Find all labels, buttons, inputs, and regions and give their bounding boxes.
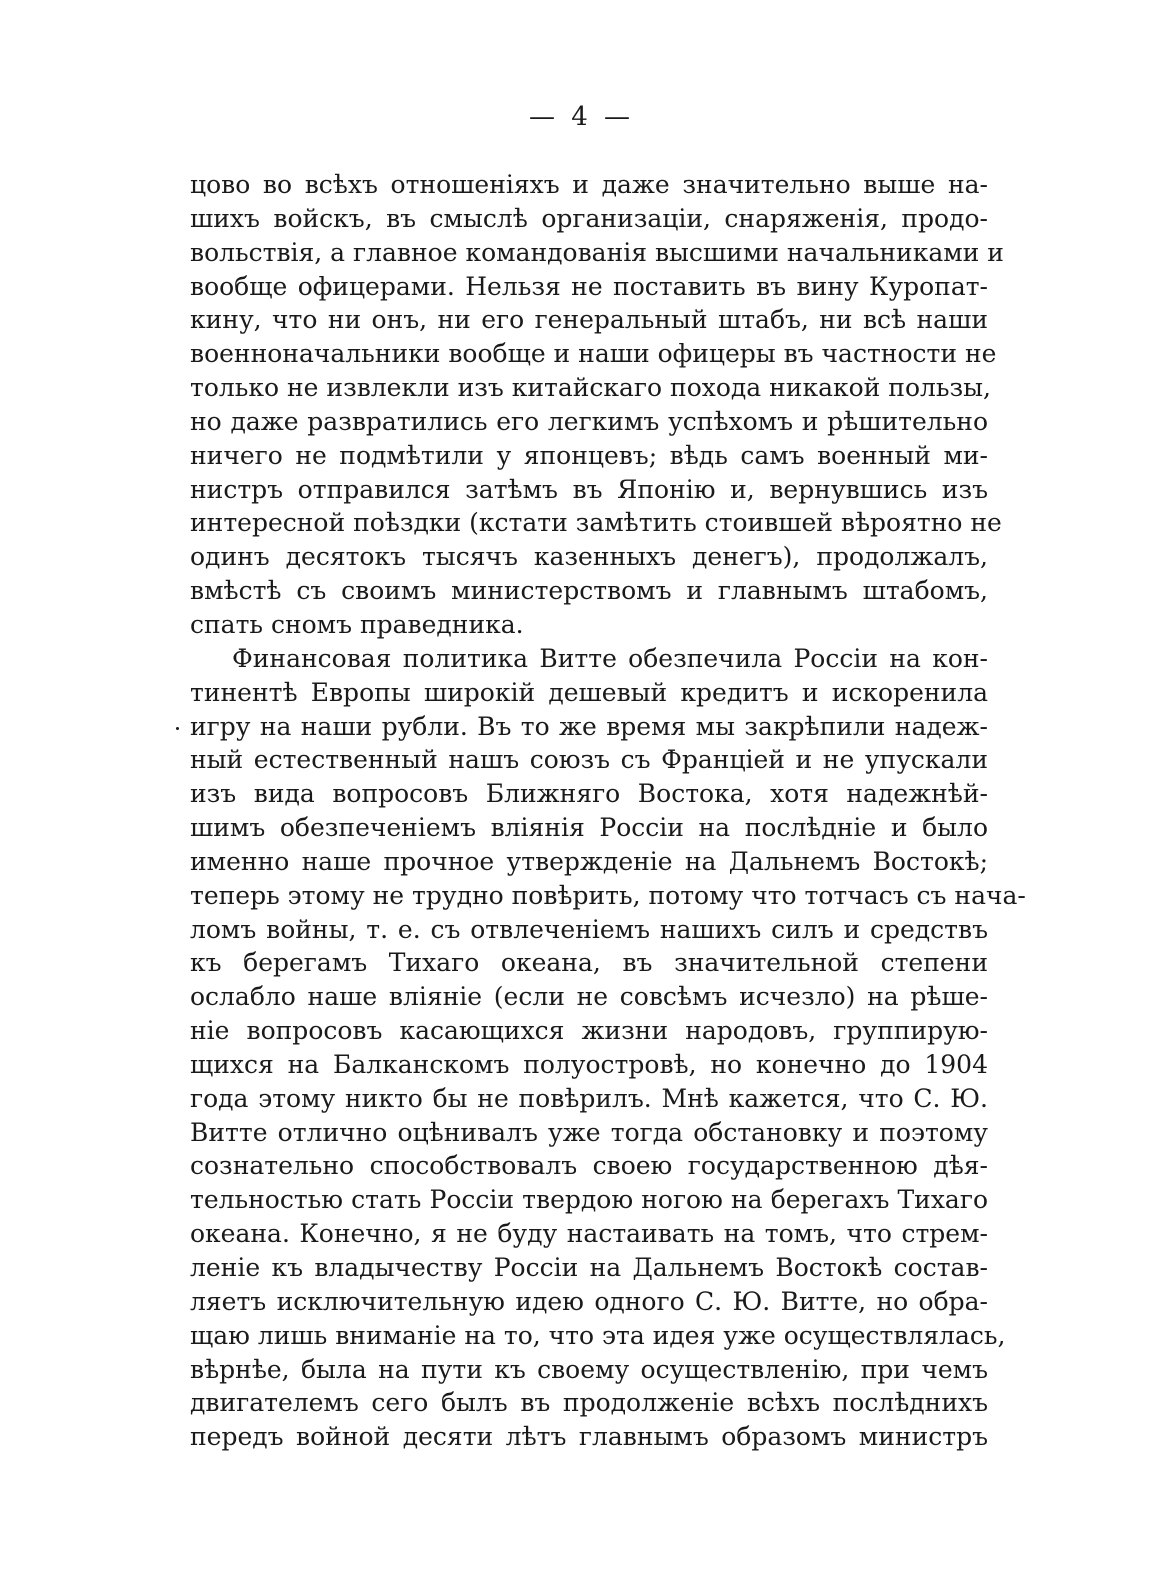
- page-number: — 4 —: [528, 102, 635, 132]
- text-line: шихъ войскъ, въ смыслѣ организаціи, снаряженія, продо-: [190, 203, 988, 233]
- text-line: шимъ обезпеченіемъ вліянія Россіи на послѣдніе и было: [190, 813, 988, 843]
- text-line: передъ войной десяти лѣтъ главнымъ образомъ министръ: [190, 1422, 988, 1452]
- text-line: цово во всѣхъ отношеніяхъ и даже значительно выше на-: [190, 170, 988, 199]
- text-line: ослабло наше вліяніе (если не совсѣмъ исчезло) на рѣше-: [190, 982, 988, 1012]
- text-line: года этому никто бы не повѣрилъ. Мнѣ кажется, что С. Ю.: [190, 1083, 988, 1113]
- text-line: интересной поѣздки (кстати замѣтить стоившей вѣроятно не: [190, 508, 1002, 538]
- text-line: къ берегамъ Тихаго океана, въ значительной степени: [190, 948, 988, 978]
- text-line: ломъ войны, т. е. съ отвлеченіемъ нашихъ силъ и средствъ: [190, 914, 988, 944]
- body-text: [190, 168, 1026, 1454]
- text-line: тинентѣ Европы широкій дешевый кредитъ и искоренила: [190, 677, 988, 707]
- text-line: ничего не подмѣтили у японцевъ; вѣдь самъ военный ми-: [190, 440, 988, 470]
- text-line: спать сномъ праведника.: [190, 609, 524, 639]
- text-line: именно наше прочное утвержденіе на Дальнемъ Востокѣ;: [190, 846, 988, 876]
- text-line: нистръ отправился затѣмъ въ Японію и, вернувшись изъ: [190, 474, 988, 504]
- text-line: ніе вопросовъ касающихся жизни народовъ, группирую-: [190, 1016, 988, 1046]
- text-line: военноначальники вообще и наши офицеры въ частности не: [190, 339, 997, 369]
- text-line: но даже развратились его легкимъ успѣхомъ и рѣшительно: [190, 406, 988, 436]
- text-line: вообще офицерами. Нельзя не поставить въ вину Куропат-: [190, 271, 988, 301]
- text-line: леніе къ владычеству Россіи на Дальнемъ Востокѣ состав-: [190, 1253, 988, 1282]
- text-line: сознательно способствовалъ своею государственною дѣя-: [190, 1151, 988, 1181]
- text-line: вольствія, а главное командованія высшими начальниками и: [190, 237, 1004, 267]
- text-line: изъ вида вопросовъ Ближняго Востока, хотя надежнѣй-: [190, 779, 988, 809]
- text-line: щаю лишь вниманіе на то, что эта идея уже осуществлялась,: [190, 1320, 1006, 1350]
- text-line: только не извлекли изъ китайскаго похода никакой пользы,: [190, 373, 991, 403]
- text-line: игру на наши рубли. Въ то же время мы закрѣпили надеж-: [190, 711, 988, 741]
- text-line: вѣрнѣе, была на пути къ своему осуществленію, при чемъ: [190, 1354, 988, 1384]
- text-line: одинъ десятокъ тысячъ казенныхъ денегъ), продолжалъ,: [190, 542, 988, 572]
- margin-mark: [176, 727, 179, 730]
- text-line: океана. Конечно, я не буду настаивать на томъ, что стрем-: [190, 1219, 988, 1249]
- text-line: ляетъ исключительную идею одного С. Ю. Витте, но обра-: [190, 1286, 988, 1316]
- text-line: щихся на Балканскомъ полуостровѣ, но конечно до 1904: [190, 1049, 988, 1079]
- text-line: вмѣстѣ съ своимъ министерствомъ и главнымъ штабомъ,: [190, 576, 988, 606]
- text-line: кину, что ни онъ, ни его генеральный штабъ, ни всѣ наши: [190, 305, 988, 335]
- text-line: ный естественный нашъ союзъ съ Франціей и не упускали: [190, 745, 988, 775]
- text-line: Витте отлично оцѣнивалъ уже тогда обстановку и поэтому: [190, 1117, 988, 1147]
- text-line: теперь этому не трудно повѣрить, потому что тотчасъ съ нача-: [190, 880, 1026, 910]
- text-line: двигателемъ сего былъ въ продолженіе всѣхъ послѣднихъ: [190, 1388, 988, 1418]
- text-line: тельностью стать Россіи твердою ногою на берегахъ Тихаго: [190, 1185, 988, 1215]
- paragraph-first-line: Финансовая политика Витте обезпечила Россіи на кон-: [232, 643, 988, 673]
